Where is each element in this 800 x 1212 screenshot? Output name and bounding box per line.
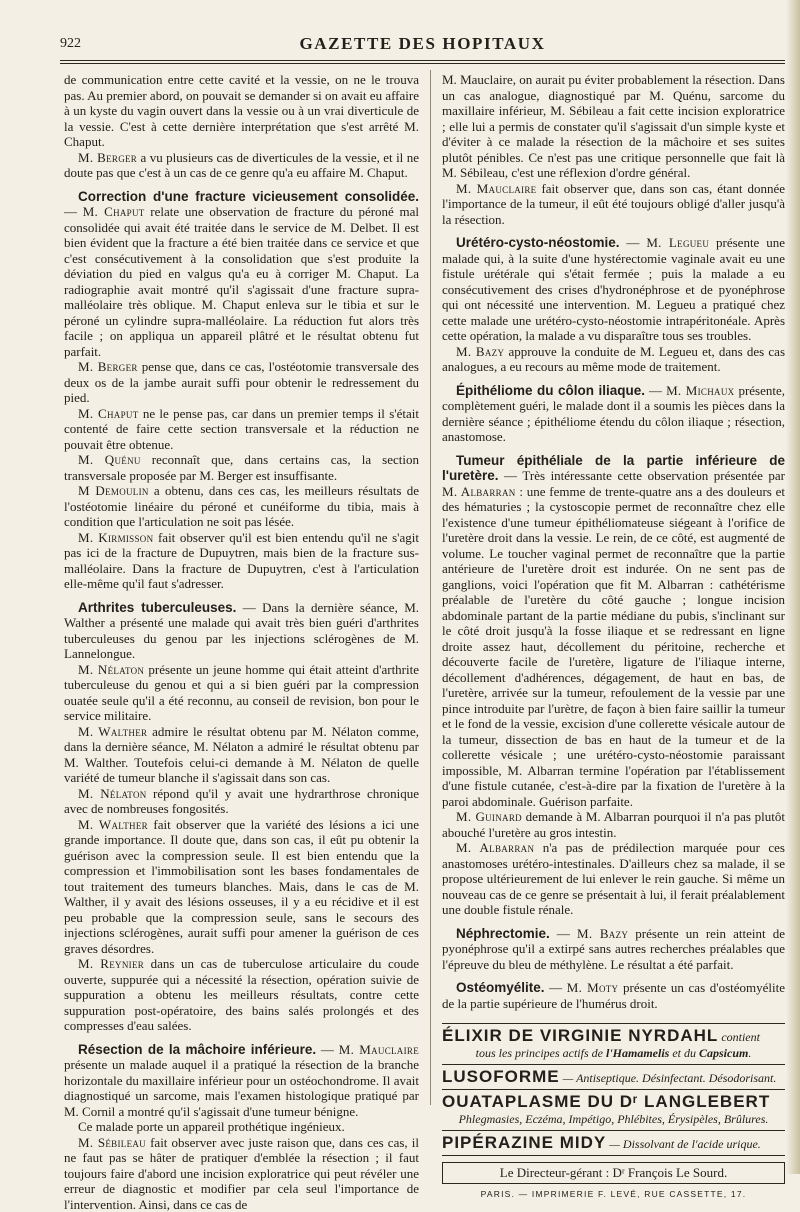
- section-osteomyelite: Ostéomyélite. — M. Moty présente un cas d'ostéomyélite de la partie supérieure de l'humérus droit.: [442, 980, 785, 1011]
- ad-elixir-virginie: ÉLIXIR DE VIRGINIE NYRDAHL contient tous les principes actifs de l'Hamamelis et du Capsicum.: [442, 1024, 785, 1065]
- paragraph: M. Chaput ne le pense pas, car dans un premier temps il s'était contenté de faire cette section transversale et la réduction ne pouvait être obtenue.: [64, 406, 419, 453]
- ad-subtitle: tous les principes actifs de l'Hamamelis et du Capsicum.: [442, 1045, 785, 1061]
- paragraph: M. Mauclaire, on aurait pu éviter probablement la résection. Dans un cas analogue, diagnostiqué par M. Quénu, sarcome du maxillaire inférieur, M. Sébileau a fait cette incision exploratrice ; elle lui a permis de constater qu'il s'agissait d'un simple kyste et d'éviter à ce malade la résection de la mâchoire et ses suites plutôt pénibles. Ce n'est pas une critique personnelle que fait là M. Sébileau, c'est une réflexion d'ordre général.: [442, 72, 785, 181]
- paragraph: M Demoulin a obtenu, dans ces cas, les meilleurs résultats de l'ostéotomie linéaire du péroné et cunéiforme du tibia, mais à condition que l'articulation ne soit pas lésée.: [64, 483, 419, 530]
- section-title: Tumeur épithéliale de la partie inférieure de l'uretère.: [442, 453, 785, 484]
- section-resection-machoire: Résection de la mâchoire inférieure. — M. Mauclaire présente un malade auquel il a pratiqué la résection de la branche horizontale du maxillaire inférieur pour un ostéochondrome. Il avait diagnostiqué un sarcome, mais l'examen histologique pratiqué par M. Cornil a montré qu'il s'agissait d'une tumeur bénigne.: [64, 1042, 419, 1120]
- paragraph: M. Quénu reconnaît que, dans certains cas, la section transversale proposée par M. Berger est insuffisante.: [64, 452, 419, 483]
- running-head: [60, 36, 785, 58]
- paragraph: Ce malade porte un appareil prothétique ingénieux.: [64, 1119, 419, 1135]
- section-title: Résection de la mâchoire inférieure.: [78, 1042, 316, 1057]
- section-title: Correction d'une fracture vicieusement consolidée.: [78, 189, 419, 204]
- header-rule: [60, 60, 785, 61]
- paragraph: M. Bazy approuve la conduite de M. Legueu et, dans des cas analogues, a eu recours au même mode de traitement.: [442, 344, 785, 375]
- section-title: Arthrites tuberculeuses.: [78, 600, 236, 615]
- printer-imprint: PARIS. — IMPRIMERIE F. LEVÉ, RUE CASSETTE, 17.: [442, 1187, 785, 1203]
- section-epitheliome-colon: Épithéliome du côlon iliaque. — M. Michaux présente, complètement guéri, le malade dont il a soumis les pièces dans la dernière séance ; épithéliome étendu du côlon iliaque ; résection, anastomose.: [442, 383, 785, 445]
- section-correction-fracture: Correction d'une fracture vicieusement consolidée. — M. Chaput relate une observation de fracture du péroné mal consolidée qui avait été traitée dans le service de M. Delbet. Il est bien évident que la fracture a été bien traitée dans ce service et que c'est consécutivement à la consolidation que s'est produite la déviation du pied en valgus qu'a eu à corriger M. Chaput. La radiographie avait montré qu'il s'agissait d'une fracture supra-malléolaire très oblique. M. Chaput enleva sur le tibia et sur le péroné un cylindre supra-malléolaire. La réduction fut alors très facile ; on appliqua un appareil plâtré et le résultat obtenu fut parfait.: [64, 189, 419, 360]
- section-title: Épithéliome du côlon iliaque.: [456, 383, 645, 398]
- section-title: Urétéro-cysto-néostomie.: [456, 235, 620, 250]
- right-column: [442, 72, 785, 1112]
- section-nephrectomie: Néphrectomie. — M. Bazy présente un rein atteint de pyonéphrose qu'il a extirpé sans autres recherches préalables que l'épreuve du bleu de méthylène. Le résultat a été parfait.: [442, 926, 785, 973]
- page-edge-shadow: [786, 0, 800, 1174]
- paragraph: M. Sébileau fait observer avec juste raison que, dans ces cas, il ne faut pas se hâter de pratiquer d'emblée la résection ; il faut toujours faire d'abord une incision exploratrice qui peut révéler une erreur de diagnostic et modifier par cela seul l'importance de l'intervention. Ainsi, dans ce cas de: [64, 1135, 419, 1212]
- paragraph: M. Mauclaire fait observer que, dans son cas, étant donnée l'importance de la tumeur, il eût été toujours obligé d'aller jusqu'à la résection.: [442, 181, 785, 228]
- section-title: Néphrectomie.: [456, 926, 550, 941]
- paragraph: M. Berger a vu plusieurs cas de diverticules de la vessie, et il ne doute pas que c'est à un cas de ce genre qu'a eu affaire M. Chaput.: [64, 150, 419, 181]
- section-arthrites-tuberculeuses: Arthrites tuberculeuses. — Dans la dernière séance, M. Walther a présenté une malade qui avait très bien guéri d'arthrites tuberculeuses du genou par les injections sclérogènes de M. Lannelongue.: [64, 600, 419, 662]
- paragraph: M. Nélaton répond qu'il y avait une hydrarthrose chronique avec de nombreuses fongosités.: [64, 786, 419, 817]
- left-column: [64, 72, 419, 1112]
- section-title: Ostéomyélite.: [456, 980, 545, 995]
- paragraph: M. Guinard demande à M. Albarran pourquoi il n'a pas plutôt abouché l'uretère au gros intestin.: [442, 809, 785, 840]
- section-tumeur-epitheliale: Tumeur épithéliale de la partie inférieure de l'uretère. — Très intéressante cette observation présentée par M. Albarran : une femme de trente-quatre ans a des douleurs et des hématuries ; la cystoscopie permet de reconnaître chez elle l'existence d'une tumeur épithéliomateuse siégeant à l'orifice de l'uretère droit dans la vessie. Le rein, de ce côté, est augmenté de volume. Le toucher vaginal permet de reconnaître que la partie antérieure de l'uretère droit est indurée. On ne sent pas de ganglions, voici l'opération que fit M. Albarran : cathétérisme préalable de l'uretère du côté gauche ; longue incision abdominale partant de la partie médiane du pubis, s'inclinant sur le côté droit jusqu'à la fosse iliaque et se redressant en ligne droite assez haut, décollement du péritoine, recherche et découverte facile de l'uretère, ligature de l'iliaque interne, décollement d'adhérences, dégagement, de haut en bas, de l'uretère, arrivée sur la tumeur, refoulement de la vessie par une pince introduite par l'urètre, de façon à bien faire saillir la tumeur et le fond de la vessie, excision d'une collerette vésicale autour de la tumeur, dissection de bas en haut de la tumeur et de la collerette vésicale ; une urétéro-cysto-néostomie paraissant impossible, M. Albarran termine l'opération par l'établissement d'une fistule cutanée, c'est-à-dire par la fixation de l'uretère à la paroi abdominale. Guérison parfaite.: [442, 453, 785, 810]
- section-uretero-cysto-neostomie: Urétéro-cysto-néostomie. — M. Legueu présente une malade qui, à la suite d'une hystérectomie vaginale avait eu une fistule urétérale qui s'était fermée ; puis la malade a eu consécutivement des crises d'hydronéphrose et de pyonéphrose qui ont nécessité une intervention. M. Legueu a pratiqué chez cette malade une urétéro-cysto-néostomie intrapéritonéale. Après cette opération, la malade a vu disparaître tous ses troubles.: [442, 235, 785, 344]
- column-divider: [430, 70, 431, 1105]
- paragraph: M. Albarran n'a pas de prédilection marquée pour ces anastomoses urétéro-intestinales. D'ailleurs chez sa malade, il se propose ultérieurement de lui enlever le rein gauche. Si même un nouveau cas de ce genre se présentait à lui, il ferait préalablement une double fistule rénale.: [442, 840, 785, 918]
- journal-title: GAZETTE DES HOPITAUX: [60, 34, 785, 54]
- ad-lusoforme: LUSOFORME — Antiseptique. Désinfectant. Désodorisant.: [442, 1065, 785, 1090]
- paragraph: M. Reynier dans un cas de tuberculose articulaire du coude ouverte, suppurée qui a nécessité la résection, opération suivie de suppuration a obtenu les meilleurs résultats, contre cette suppuration post-opératoire, des bains salés prolongés et des compresses d'eau salées.: [64, 956, 419, 1034]
- paragraph: M. Walther admire le résultat obtenu par M. Nélaton comme, dans la dernière séance, M. Nélaton a admiré le résultat obtenu par M. Walther. Toutefois celui-ci demande à M. Nélaton de quelle variété de tumeur blanche il s'agissait dans son cas.: [64, 724, 419, 786]
- paragraph: M. Kirmisson fait observer qu'il est bien entendu qu'il ne s'agit pas ici de la fracture de Dupuytren, mais bien de la fracture sus-malléolaire. Dans la fracture de Dupuytren, c'est à l'articulation elle-même qu'il faut s'adresser.: [64, 530, 419, 592]
- paragraph: M. Walther fait observer que la variété des lésions a ici une grande importance. Il doute que, dans son cas, il eût pu obtenir la guérison avec la compression seule. Il est bien entendu que la compression et l'immobilisation sont les bases fondamentales de tout traitement des tumeurs blanches. Mais, dans le cas de M. Walther, il y avait des lésions osseuses, il y a eu récidive et il est peu probable que la compression seule, sans le secours des injections sclérogènes, aurait suffi pour amener la guérison de ces graves désordres.: [64, 817, 419, 957]
- director-signature: Le Directeur-gérant : Dʳ François Le Sourd.: [442, 1162, 785, 1184]
- paragraph: M. Berger pense que, dans ce cas, l'ostéotomie transversale des deux os de la jambe aurait suffi pour obtenir le redressement du pied.: [64, 359, 419, 406]
- page-number: 922: [60, 36, 81, 52]
- ad-piperazine: PIPÉRAZINE MIDY — Dissolvant de l'acide urique.: [442, 1131, 785, 1156]
- paragraph: de communication entre cette cavité et la vessie, on ne le trouva pas. Au premier abord, on pouvait se demander si on avait eu affaire à un kyste du vagin ouvert dans la vessie ou à un vrai diverticule de la vessie. C'est à cette dernière interprétation que s'est arrêté M. Chaput.: [64, 72, 419, 150]
- ad-ouataplasme: OUATAPLASME DU Dʳ LANGLEBERT Phlegmasies, Eczéma, Impétigo, Phlébites, Érysipèles, Brûlures.: [442, 1090, 785, 1131]
- advertisements: [442, 1023, 785, 1156]
- paragraph: M. Nélaton présente un jeune homme qui était atteint d'arthrite tuberculeuse du genou et qui a si bien guéri par la compression ouatée seule qu'il a été reconnu, au conseil de revision, bon pour le service militaire.: [64, 662, 419, 724]
- header-rule-thin: [60, 63, 785, 64]
